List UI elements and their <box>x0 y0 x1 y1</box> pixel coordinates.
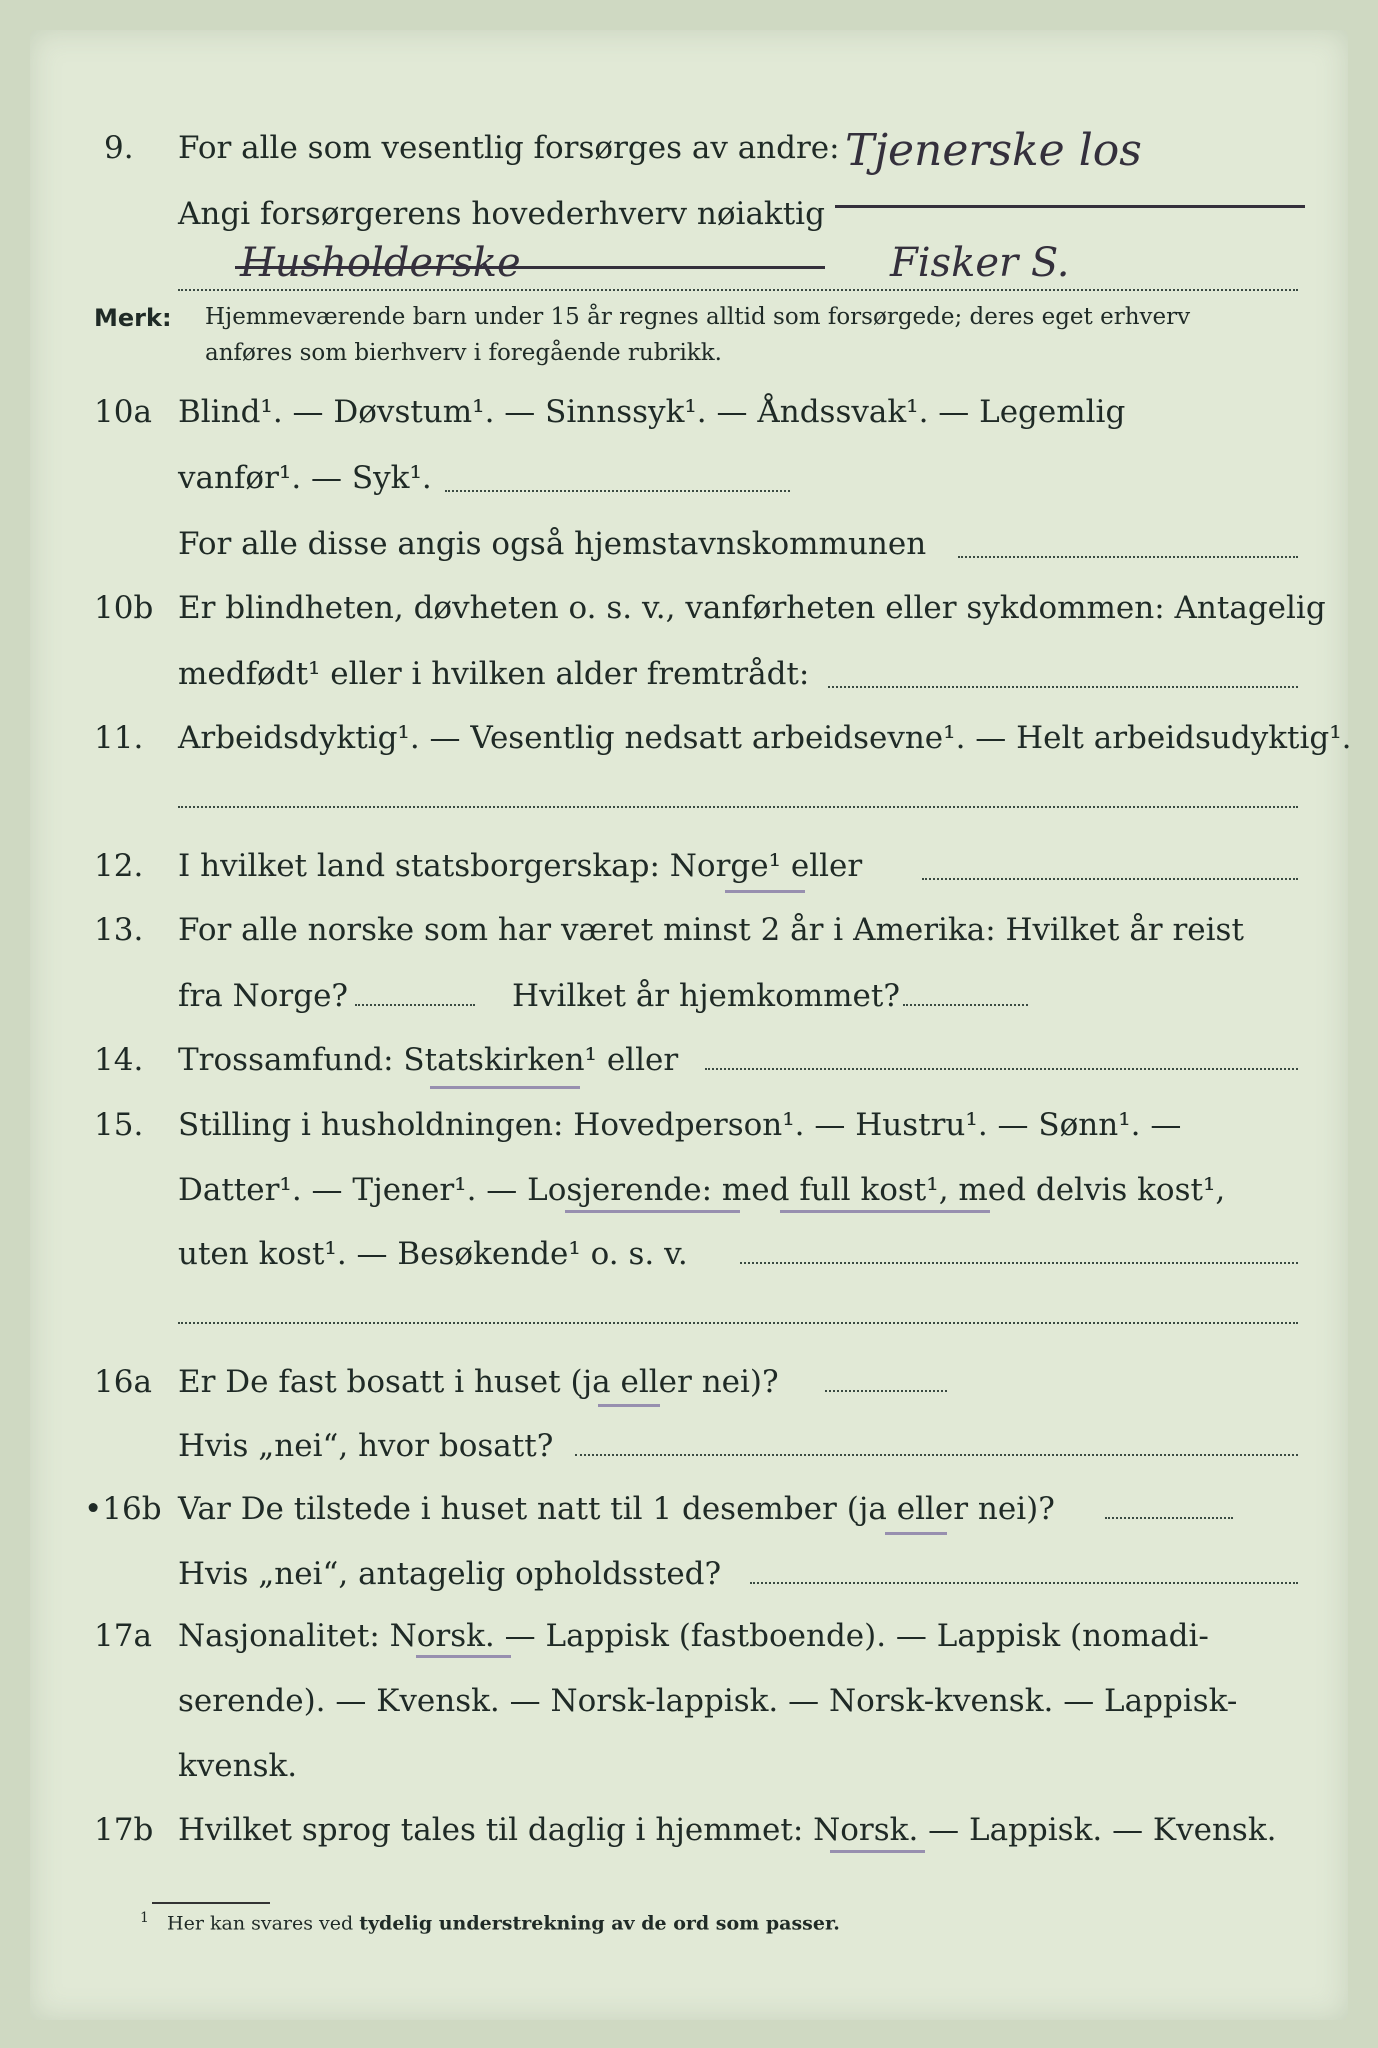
q9-struck-line <box>235 266 825 269</box>
q15-line3: uten kost¹. — Besøkende¹ o. s. v. <box>178 1236 688 1272</box>
q17a-number: 17a <box>94 1618 152 1654</box>
q15-losjerende-underline <box>565 1210 740 1213</box>
q10b-line2: medfødt¹ eller i hvilken alder fremtrådt: <box>178 656 810 692</box>
q12-number: 12. <box>94 848 144 884</box>
q11-line1: Arbeidsdyktig¹. — Vesentlig nedsatt arbeidsevne¹. — Helt arbeidsudyktig¹. <box>178 720 1352 756</box>
q16a-bosatt-line <box>575 1454 1298 1456</box>
q14-number: 14. <box>94 1042 144 1078</box>
q16a-line2: Hvis „nei“, hvor bosatt? <box>178 1428 554 1464</box>
q15-answer-line <box>740 1262 1298 1264</box>
q13-hjemkommet-line <box>903 1004 1028 1006</box>
merk-line2: anføres som bierhverv i foregående rubrikk. <box>205 340 722 366</box>
q16b-number: •16b <box>84 1491 162 1527</box>
q10a-kommune-line <box>958 556 1298 558</box>
q15-number: 15. <box>94 1107 144 1143</box>
q16b-line1: Var De tilstede i huset natt til 1 desember (ja eller nei)? <box>178 1491 1055 1527</box>
q16a-ja-underline <box>598 1404 660 1407</box>
q9-line2: Angi forsørgerens hovederhverv nøiaktig <box>178 196 825 232</box>
q10a-line1: Blind¹. — Døvstum¹. — Sinnssyk¹. — Åndssvak¹. — Legemlig <box>178 394 1126 430</box>
q16a-number: 16a <box>94 1364 152 1400</box>
q11-answer-line <box>178 806 1298 808</box>
q17a-line2: serende). — Kvensk. — Norsk-lappisk. — Norsk-kvensk. — Lappisk- <box>178 1683 1238 1719</box>
q9-line1: For alle som vesentlig forsørges av andre: <box>178 130 840 166</box>
q16b-answer-line <box>1105 1517 1233 1519</box>
q15-line2: Datter¹. — Tjener¹. — Losjerende: med full kost¹, med delvis kost¹, <box>178 1172 1226 1208</box>
q10b-answer-line <box>828 686 1298 688</box>
q17b-number: 17b <box>94 1812 154 1848</box>
merk-label: Merk: <box>94 304 172 332</box>
q9-handwriting-struck: Husholderske <box>240 240 521 286</box>
q12-norge-underline <box>725 890 805 893</box>
q14-statskirken-underline <box>430 1086 580 1089</box>
footnote-rule <box>152 1902 270 1904</box>
q17a-line1: Nasjonalitet: Norsk. — Lappisk (fastboende). — Lappisk (nomadi- <box>178 1618 1209 1654</box>
q14-line1: Trossamfund: Statskirken¹ eller <box>178 1042 679 1078</box>
q9-number: 9. <box>104 130 134 166</box>
q10a-number: 10a <box>94 394 152 430</box>
q10a-line2: vanfør¹. — Syk¹. <box>178 460 432 496</box>
q16b-line2: Hvis „nei“, antagelig opholdssted? <box>178 1556 722 1592</box>
q17a-norsk-underline <box>416 1655 511 1658</box>
footnote-text: Her kan svares ved <box>167 1912 354 1935</box>
q9-answer-line <box>178 289 1298 291</box>
q16a-line1: Er De fast bosatt i huset (ja eller nei)? <box>178 1364 779 1400</box>
q17b-norsk-underline <box>830 1850 925 1853</box>
q13-line1: For alle norske som har været minst 2 år i Amerika: Hvilket år reist <box>178 912 1244 948</box>
merk-line1: Hjemmeværende barn under 15 år regnes alltid som forsørgede; deres eget erhverv <box>205 304 1191 330</box>
q10b-line1: Er blindheten, døvheten o. s. v., vanførheten eller sykdommen: Antagelig <box>178 590 1326 626</box>
q17b-line1: Hvilket sprog tales til daglig i hjemmet: Norsk. — Lappisk. — Kvensk. <box>178 1812 1277 1848</box>
q12-line1: I hvilket land statsborgerskap: Norge¹ eller <box>178 848 863 884</box>
q16b-ja-underline <box>885 1532 947 1535</box>
q10a-line3: For alle disse angis også hjemstavnskommunen <box>178 526 927 562</box>
q13-line2b: Hvilket år hjemkommet? <box>512 978 900 1014</box>
q15-line1: Stilling i husholdningen: Hovedperson¹. — Hustru¹. — Sønn¹. — <box>178 1107 1182 1143</box>
q15-full-kost-underline <box>780 1210 990 1213</box>
q16a-answer-line <box>825 1390 947 1392</box>
q15-extra-line <box>178 1322 1298 1324</box>
q10a-syk-line <box>445 490 790 492</box>
q17a-line3: kvensk. <box>178 1748 298 1784</box>
footnote-mark: 1 <box>140 1910 149 1926</box>
q16b-opholdssted-line <box>750 1582 1298 1584</box>
q13-line2a: fra Norge? <box>178 978 349 1014</box>
q11-number: 11. <box>94 720 144 756</box>
footnote-bold-text: tydelig understrekning av de ord som passer. <box>359 1912 840 1935</box>
q9-handwriting-answer: Tjenerske los <box>845 125 1142 176</box>
q13-number: 13. <box>94 912 144 948</box>
q9-answer-strike <box>835 205 1305 208</box>
q13-reist-line <box>355 1004 475 1006</box>
footnote <box>140 1910 840 1934</box>
q10b-number: 10b <box>94 590 154 626</box>
q12-answer-line <box>922 878 1298 880</box>
q14-answer-line <box>705 1068 1298 1070</box>
q9-handwriting-fisker: Fisker S. <box>890 240 1070 286</box>
